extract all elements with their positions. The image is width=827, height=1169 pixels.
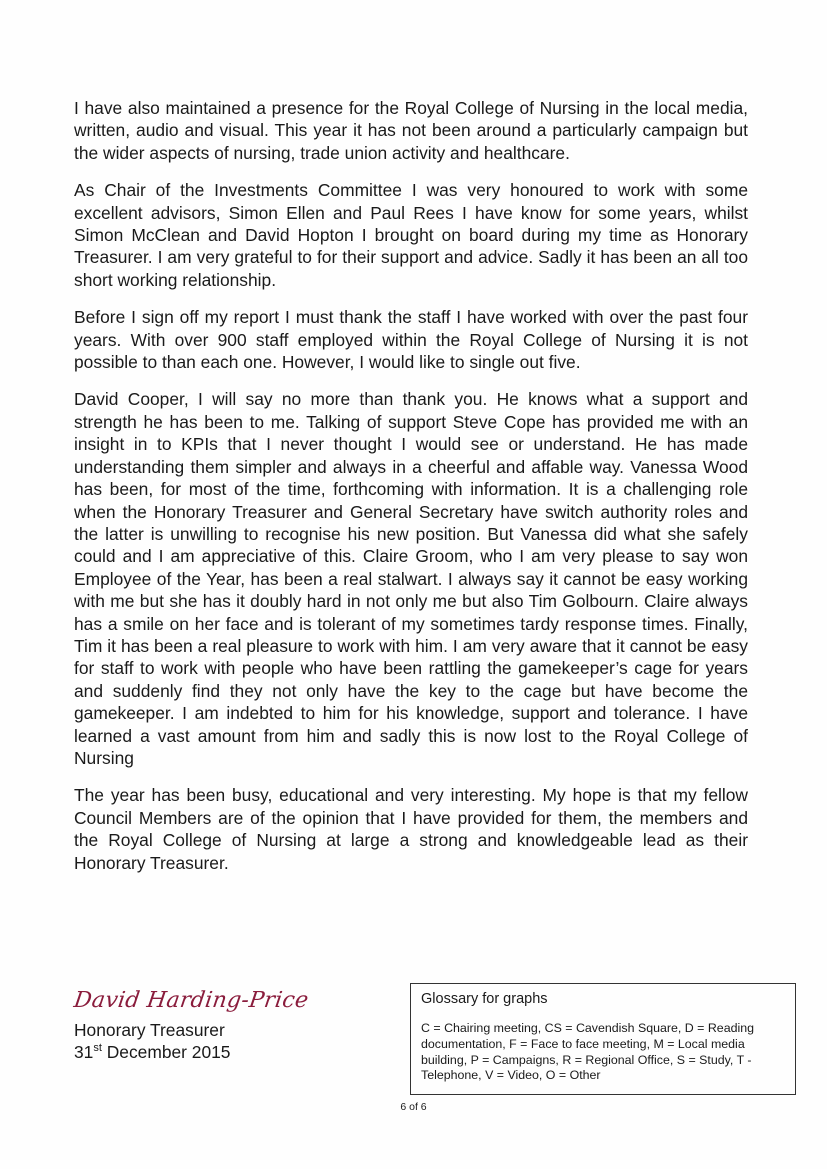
handwritten-signature: David Harding-Price — [72, 988, 311, 1013]
glossary-title: Glossary for graphs — [421, 991, 548, 1007]
report-date: 31st December 2015 — [74, 1042, 231, 1063]
paragraph-staff-thanks: Before I sign off my report I must thank the staff I have worked with over the past four years. With over 900 staff employed within the Royal College of Nursing it is not possible to than each one. However, I would like to single out five. — [74, 307, 748, 373]
glossary-body: C = Chairing meeting, CS = Cavendish Square, D = Reading documentation, F = Face to face meeting, M = Local media building, P = Campaigns, R = Regional Office, S = Study, T - Telephone, V = Video, O = Other — [421, 1021, 755, 1083]
signature-block — [74, 988, 374, 1064]
paragraph-closing: The year has been busy, educational and very interesting. My hope is that my fellow Council Members are of the opinion that I have provided for them, the members and the Royal College of Nursing at large a strong and knowledgeable lead as their Honorary Treasurer. — [74, 785, 748, 873]
glossary-box — [410, 983, 796, 1095]
page-number: 6 of 6 — [400, 1101, 427, 1113]
paragraph-staff-acknowledgements: David Cooper, I will say no more than thank you. He knows what a support and strength he has been to me. Talking of support Steve Cope has provided me with an insight in to KPIs that I never thought I would see or understand. He has made understanding them simpler and always in a cheerful and affable way. Vanessa Wood has been, for most of the time, forthcoming with information. It is a challenging role when the Honorary Treasurer and General Secretary have switch authority roles and the latter is unwilling to recognise his new position. But Vanessa did what she safely could and I am appreciative of this. Claire Groom, who I am very please to say won Employee of the Year, has been a real stalwart. I always say it cannot be easy working with me but she has it doubly hard in not only me but also Tim Golbourn. Claire always has a smile on her face and is tolerant of my sometimes tardy response times. Finally, Tim it has been a real pleasure to work with him. I am very aware that it cannot be easy for staff to work with people who have been rattling the gamekeeper’s cage for years and suddenly find they not only have the key to the cage but have become the gamekeeper. I am indebted to him for his knowledge, support and tolerance. I have learned a vast amount from him and sadly this is now lost to the Royal College of Nursing — [74, 389, 748, 768]
signatory-role: Honorary Treasurer — [74, 1020, 225, 1040]
paragraph-media-presence: I have also maintained a presence for the Royal College of Nursing in the local media, written, audio and visual. This year it has not been around a particularly campaign but the wider aspects of nursing, trade union activity and healthcare. — [74, 98, 748, 163]
report-body — [74, 97, 748, 889]
paragraph-investments-committee: As Chair of the Investments Committee I was very honoured to work with some excellent advisors, Simon Ellen and Paul Rees I have know for some years, whilst Simon McClean and David Hopton I brought on board during my time as Honorary Treasurer. I am very grateful to for their support and advice. Sadly it has been an all too short working relationship. — [74, 180, 748, 290]
